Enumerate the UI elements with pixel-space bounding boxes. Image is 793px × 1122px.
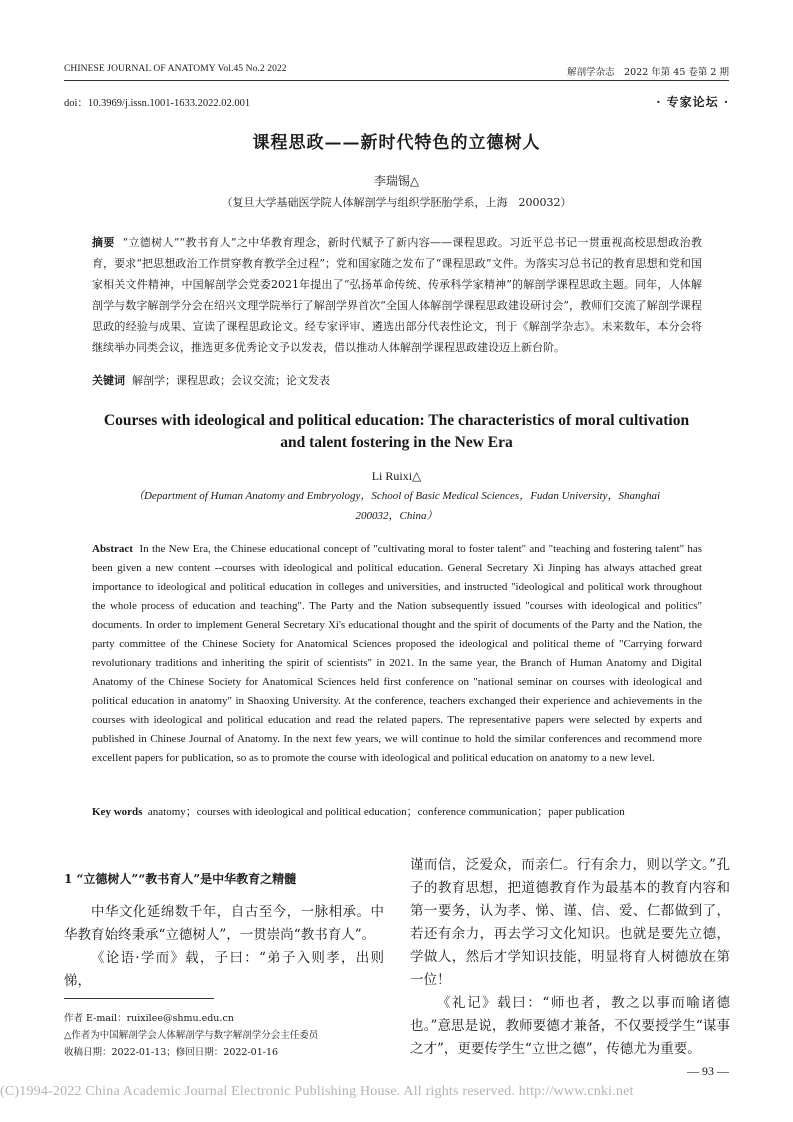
page-number: — 93 — — [687, 1064, 729, 1078]
body-right-column — [410, 854, 730, 1061]
body-paragraph: 谨而信，泛爱众，而亲仁。行有余力，则以学文。”孔子的教育思想，把道德教育作为最基本的教育内容和第一要务，认为孝、悌、谨、信、爱、仁都做到了，若还有余力，再去学习文化知识。也就是要先立德，学做人，然后才学知识技能，明显将育人树德放在第一位！ — [410, 857, 730, 988]
header-rule — [64, 80, 729, 81]
footnote-rule — [64, 998, 214, 999]
abstract-en-label: Abstract — [92, 543, 133, 555]
section-heading-1: 1 “立德树人”“教书育人”是中华教育之精髓 — [64, 872, 297, 886]
footnote-email[interactable]: 作者 E-mail：ruixilee@shmu.edu.cn — [64, 1013, 234, 1024]
keywords-en — [92, 803, 702, 822]
paper-title-cn: 课程思政——新时代特色的立德树人 — [252, 133, 541, 153]
abstract-en-text: In the New Era, the Chinese educational concept of "cultivating moral to foster talent" and "teaching and fostering talent" has been given a new content --courses with ideological and political education. General Secretary Xi Jinping has always attached great importance to ideological and political education in colleges and universities, and instructed "ideological and political work throughout the whole process of education and teaching". The Party and the Nation subsequently issued "courses with ideological and politics" documents. In order to implement General Secretary Xi's educational thought and the spirit of documents of the Party and the Nation, the party committee of the Chinese Society for Anatomical Sciences proposed the ideological and political theme of "Carrying forward revolutionary traditions and inheriting the spirit of scientists" in 2021. In the same year, the Branch of Human Anatomy and Digital Anatomy of the Chinese Society for Anatomical Sciences held first conference on "national seminar on courses with ideological and political education in anatomy" in Shaoxing University. At the conference, teachers exchanged their experience and achievements in the courses with ideological and political education and read the related papers. The representative papers were selected by experts and published in Chinese Journal of Anatomy. In the next few years, we will continue to hold the similar conferences and recommend more excellent papers for publication, so as to promote the course with ideological and political education on anatomy to a new level. — [92, 543, 703, 764]
copyright-watermark: (C)1994-2022 China Academic Journal Electronic Publishing House. All rights reserved. http://www.cnki.net — [0, 1084, 634, 1099]
footnote-role: △作者为中国解剖学会人体解剖学与数字解剖学分会主任委员 — [64, 1030, 319, 1041]
keywords-cn — [92, 372, 330, 388]
keywords-en-label: Key words — [92, 806, 143, 818]
paper-title-en: Courses with ideological and political education: The characteristics of moral cultivation and talent fostering in the New Era — [103, 412, 690, 451]
running-header-journal-en: CHINESE JOURNAL OF ANATOMY Vol.45 No.2 2022 — [64, 64, 287, 74]
affiliation-en: （Department of Human Anatomy and Embryology，School of Basic Medical Sciences，Fudan University，Shanghai 200032，China） — [132, 490, 672, 522]
author-en: Li Ruixi△ — [371, 469, 422, 483]
keywords-en-text: anatomy；courses with ideological and political education；conference communication；paper publication — [147, 806, 625, 818]
body-paragraph: 《礼记》载曰：“师也者，教之以事而喻诸德也。”意思是说，教师要德才兼备，不仅要授学生“谋事之才”，更要传学生“立世之德”，传德尤为重要。 — [410, 995, 730, 1057]
footnote-dates: 收稿日期：2022-01-13；修回日期：2022-01-16 — [64, 1047, 279, 1058]
body-paragraph: 《论语·学而》载，子曰：“弟子入则孝，出则悌， — [64, 950, 384, 989]
body-paragraph: 中华文化延绵数千年，自古至今，一脉相承。中华教育始终秉承“立德树人”，一贯崇尚“教书育人”。 — [64, 904, 384, 943]
doi-line[interactable]: doi：10.3969/j.issn.1001-1633.2022.02.001 — [64, 98, 251, 109]
author-cn: 李瑞锡△ — [373, 174, 420, 188]
body-left-column — [64, 901, 384, 993]
column-tag: · 专家论坛 · — [656, 95, 729, 109]
running-header-journal-cn: 解剖学杂志 2022 年第 45 卷第 2 期 — [567, 67, 729, 78]
abstract-cn-label: 摘要 — [92, 236, 115, 249]
abstract-en — [92, 540, 702, 768]
footnotes — [64, 1010, 318, 1061]
affiliation-cn: （复旦大学基础医学院人体解剖学与组织学胚胎学系，上海 200032） — [221, 196, 572, 209]
abstract-cn — [92, 232, 702, 358]
keywords-cn-text: 解剖学；课程思政；会议交流；论文发表 — [132, 374, 330, 387]
keywords-cn-label: 关键词 — [92, 374, 125, 387]
abstract-cn-text: “立德树人”“教书育人”之中华教育理念，新时代赋予了新内容——课程思政。习近平总书记一贯重视高校思想政治教育，要求“把思想政治工作贯穿教育教学全过程”；党和国家随之发布了“课程思政”文件。为落实习总书记的教育思想和党和国家相关文件精神，中国解剖学会党委2021年提出了“弘扬革命传统、传承科学家精神”的解剖学课程思政主题。同年，人体解剖学与数字解剖学分会在绍兴文理学院举行了解剖学界首次“全国人体解剖学课程思政建设研讨会”，教师们交流了解剖学课程思政的经验与成果、宣读了课程思政论文。经专家评审、遴选出部分代表性论文，刊于《解剖学杂志》。未来数年，本分会将继续举办同类会议，推选更多优秀论文予以发表，借以推动人体解剖学课程思政建设迈上新台阶。 — [92, 236, 702, 354]
